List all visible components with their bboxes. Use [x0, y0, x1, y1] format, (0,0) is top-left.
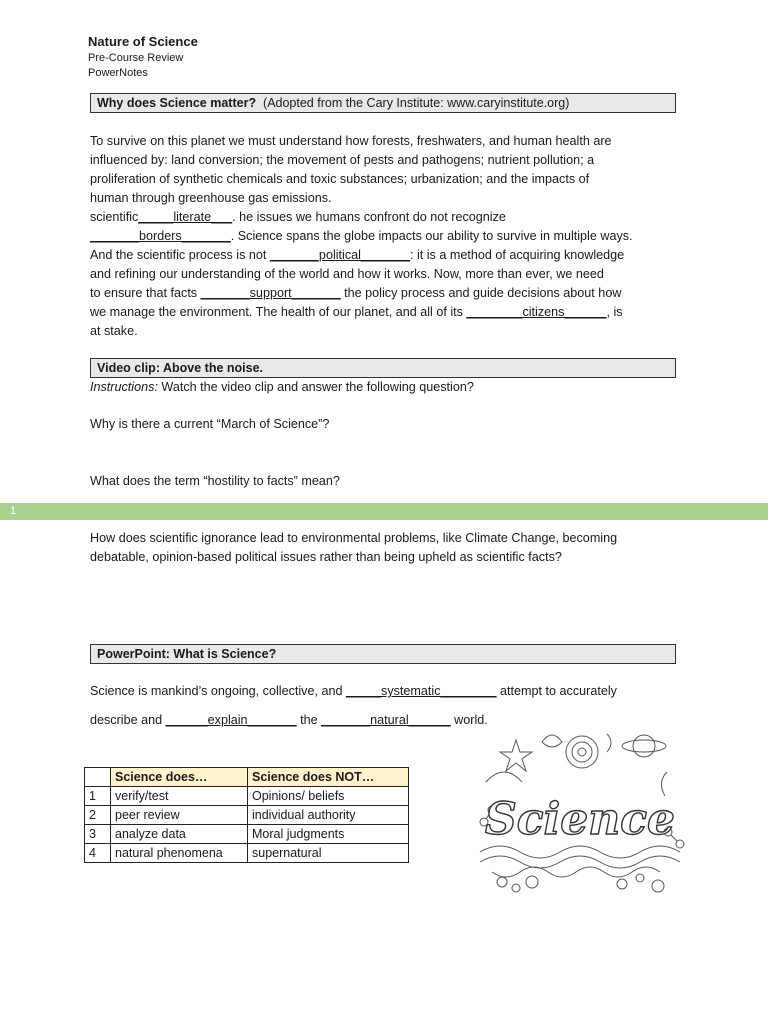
fill-blank-explain: ______explain_______: [165, 713, 297, 727]
science-does-cell: verify/test: [111, 787, 248, 806]
table-row: [85, 844, 409, 863]
science-does-cell: peer review: [111, 806, 248, 825]
paragraph-line: [90, 246, 675, 265]
section-heading-bold: PowerPoint: What is Science?: [97, 647, 277, 661]
text-fragment: scientific: [90, 210, 139, 224]
document-title: Nature of Science: [88, 34, 198, 49]
text-fragment: . he issues we humans confront do not recognize: [232, 210, 506, 224]
instructions: [90, 380, 474, 394]
question-hostility-to-facts: What does the term “hostility to facts” mean?: [90, 474, 340, 488]
section-heading-bold: Why does Science matter?: [97, 96, 257, 110]
definition-line-1: [90, 684, 617, 698]
paragraph-line: influenced by: land conversion; the movement of pests and pathogens; nutrient pollution; a: [90, 153, 595, 167]
paragraph-line: [90, 227, 675, 246]
fill-blank-political: _______political_______: [269, 248, 410, 262]
document-subtitle-2: PowerNotes: [88, 67, 148, 79]
table-header-cell: Science does NOT…: [248, 768, 409, 787]
row-number: 2: [85, 806, 111, 825]
science-does-not-cell: supernatural: [248, 844, 409, 863]
planet-doodle: [633, 735, 655, 757]
text-fragment: world.: [450, 713, 488, 727]
science-does-cell: natural phenomena: [111, 844, 248, 863]
row-number: 4: [85, 844, 111, 863]
page-number: 1: [10, 505, 17, 517]
text-fragment: . Science spans the globe impacts our ability to survive in multiple ways.: [230, 229, 633, 243]
text-fragment: the policy process and guide decisions about how: [340, 286, 622, 300]
fill-blank-citizens: ________citizens______: [466, 305, 607, 319]
section-heading-source: (Adopted from the Cary Institute: www.caryinstitute.org): [263, 96, 570, 110]
section-heading-what-is-science: [90, 644, 676, 664]
text-fragment: : it is a method of acquiring knowledge: [409, 248, 625, 262]
fill-blank-natural: _______natural______: [321, 713, 451, 727]
definition-line-2: [90, 713, 488, 727]
fill-blank-support: _______support_______: [200, 286, 341, 300]
row-number: 1: [85, 787, 111, 806]
text-fragment: attempt to accurately: [496, 684, 617, 698]
paragraph-line: [90, 208, 675, 227]
section-heading-video-clip: [90, 358, 676, 378]
fill-blank-systematic: _____systematic________: [346, 684, 497, 698]
why-science-paragraph: [90, 132, 675, 341]
document-subtitle: Pre-Course Review: [88, 52, 184, 64]
paragraph-line: and refining our understanding of the world and how it works. Now, more than ever, we need: [90, 267, 604, 281]
text-fragment: And the scientific process is not: [90, 248, 270, 262]
paragraph-line: human through greenhouse gas emissions.: [90, 191, 332, 205]
question-scientific-ignorance-cont: debatable, opinion-based political issues rather than being upheld as scientific facts?: [90, 550, 562, 564]
table-header-cell: Science does…: [111, 768, 248, 787]
fill-blank-literate: _____literate___: [138, 210, 233, 224]
science-does-not-cell: Moral judgments: [248, 825, 409, 844]
text-fragment: describe and: [90, 713, 166, 727]
science-does-table: [84, 767, 409, 863]
science-does-not-cell: Opinions/ beliefs: [248, 787, 409, 806]
shell-doodle: [566, 736, 598, 768]
page-break-band: [0, 503, 768, 520]
question-march-of-science: Why is there a current “March of Science”?: [90, 417, 330, 431]
table-row: [85, 787, 409, 806]
science-does-not-cell: individual authority: [248, 806, 409, 825]
fill-blank-borders: _______borders_______: [90, 229, 231, 243]
paragraph-line: [90, 284, 675, 303]
science-doodle-illustration: [472, 722, 688, 898]
row-number: 3: [85, 825, 111, 844]
question-scientific-ignorance: How does scientific ignorance lead to environmental problems, like Climate Change, becoming: [90, 531, 618, 545]
paragraph-line: [90, 303, 675, 322]
paragraph-line: proliferation of synthetic chemicals and toxic substances; urbanization; and the impacts of: [90, 172, 590, 186]
starfish-doodle: [500, 740, 532, 771]
text-fragment: , is: [606, 305, 623, 319]
instructions-label: Instructions:: [90, 380, 158, 394]
table-header-cell: [85, 768, 111, 787]
paragraph-line: at stake.: [90, 324, 138, 338]
text-fragment: the: [296, 713, 322, 727]
table-row: [85, 825, 409, 844]
text-fragment: we manage the environment. The health of our planet, and all of its: [90, 305, 467, 319]
science-word-art: Science: [484, 794, 676, 845]
table-row: [85, 806, 409, 825]
table-header-row: [85, 768, 409, 787]
science-does-cell: analyze data: [111, 825, 248, 844]
text-fragment: Science is mankind’s ongoing, collective, and: [90, 684, 346, 698]
text-fragment: to ensure that facts: [90, 286, 201, 300]
paragraph-line: To survive on this planet we must understand how forests, freshwaters, and human health are: [90, 134, 612, 148]
instructions-text: Watch the video clip and answer the following question?: [157, 380, 474, 394]
section-heading-bold: Video clip: Above the noise.: [97, 361, 264, 375]
section-heading-why-science: [90, 93, 676, 113]
